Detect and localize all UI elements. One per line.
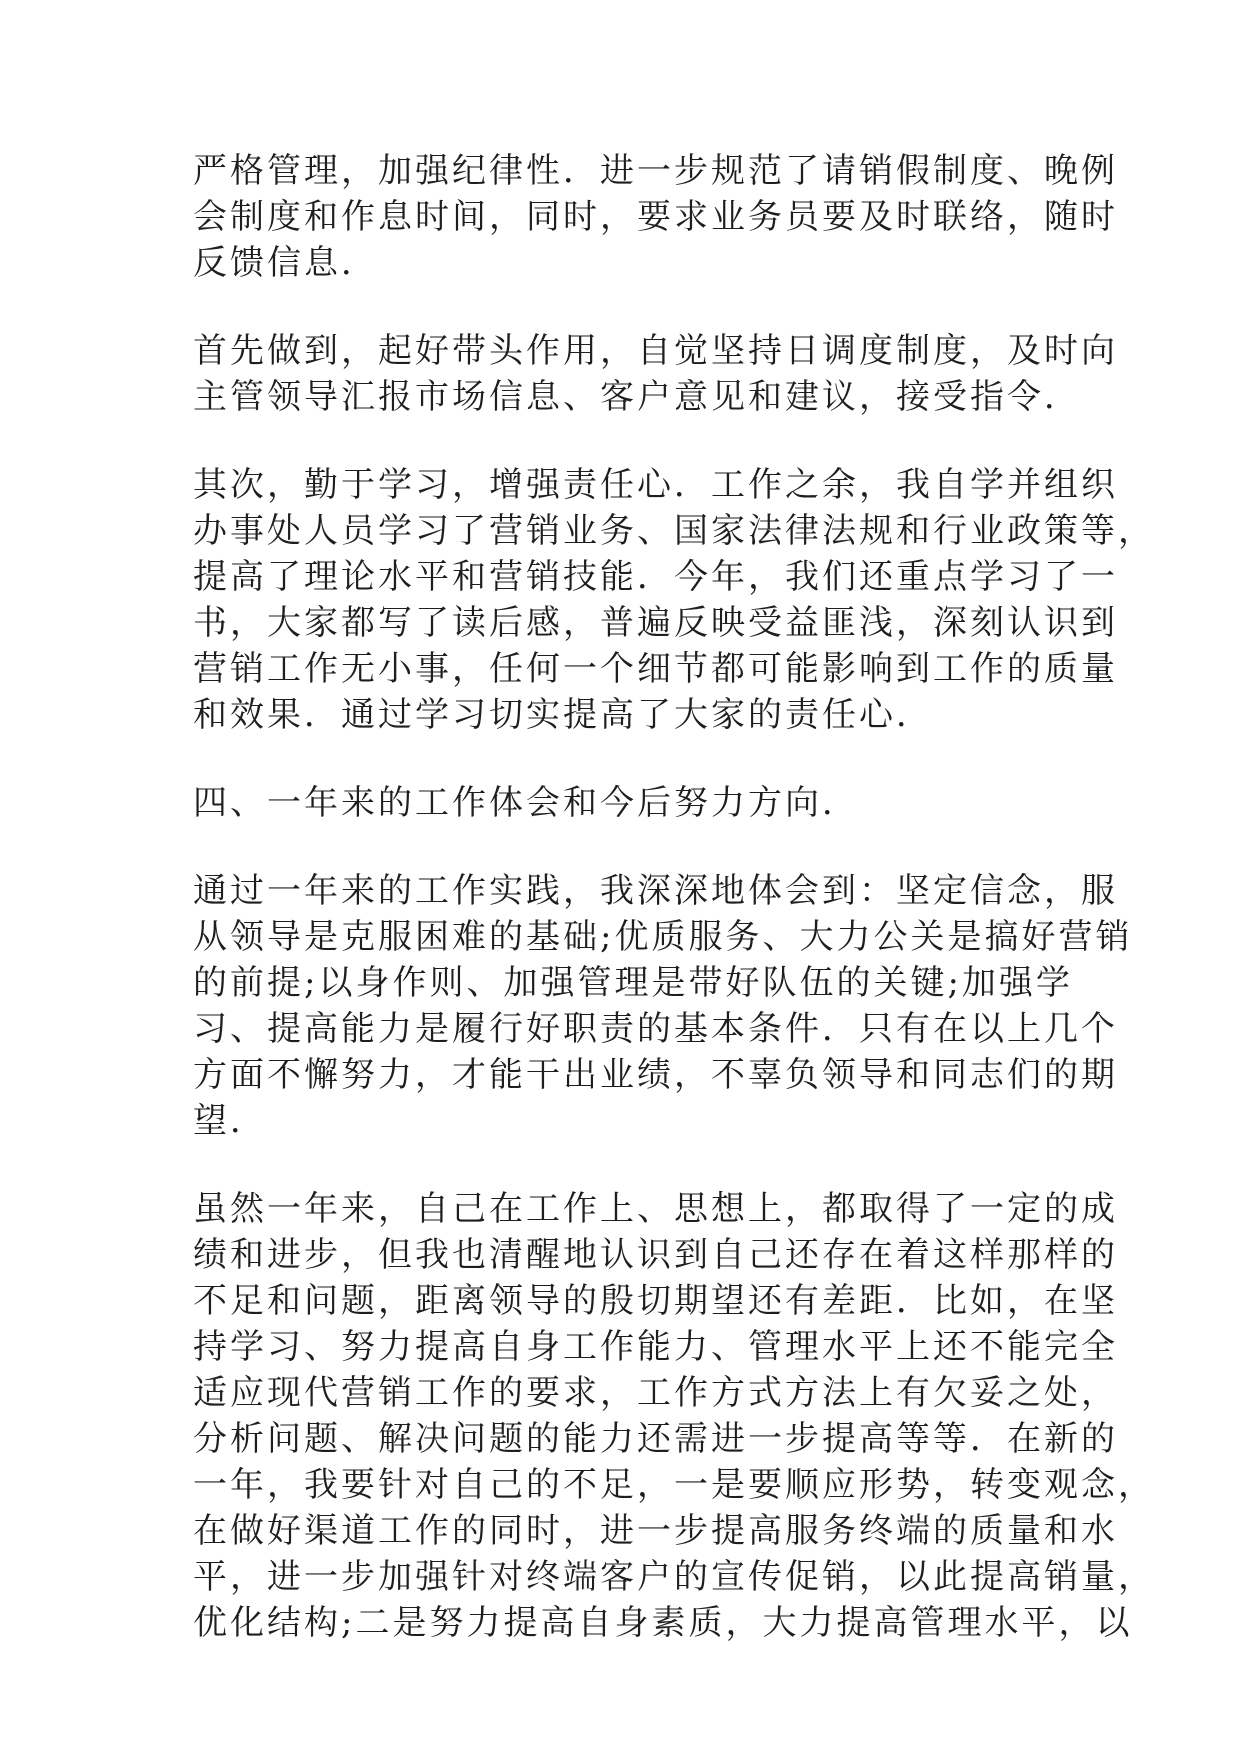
- text-line: 的前提;以身作则、加强管理是带好队伍的关键;加强学: [193, 963, 1073, 1003]
- text-line: 首先做到，起好带头作用，自觉坚持日调度制度，及时向: [193, 331, 1118, 371]
- text-line: 虽然一年来，自己在工作上、思想上，都取得了一定的成: [193, 1189, 1118, 1229]
- section-heading: [193, 780, 1073, 826]
- text-line: 不足和问题，距离领导的殷切期望还有差距．比如，在坚: [193, 1281, 1118, 1321]
- text-line: 分析问题、解决问题的能力还需进一步提高等等．在新的: [193, 1419, 1118, 1459]
- text-line: 反馈信息．: [193, 243, 378, 283]
- text-line: 办事处人员学习了营销业务、国家法律法规和行业政策等，: [193, 511, 1155, 551]
- text-line: 会制度和作息时间，同时，要求业务员要及时联络，随时: [193, 197, 1118, 237]
- paragraph-lead-by-example: [193, 328, 1118, 420]
- text-line: 绩和进步，但我也清醒地认识到自己还存在着这样那样的: [193, 1235, 1118, 1275]
- text-line: 在做好渠道工作的同时，进一步提高服务终端的质量和水: [193, 1511, 1118, 1551]
- paragraph-discipline: [193, 148, 1118, 286]
- text-line: 适应现代营销工作的要求，工作方式方法上有欠妥之处，: [193, 1373, 1118, 1413]
- text-line: 提高了理论水平和营销技能．今年，我们还重点学习了一: [193, 557, 1118, 597]
- document-body: [193, 148, 1155, 1688]
- text-line: 一年，我要针对自己的不足，一是要顺应形势，转变观念，: [193, 1465, 1155, 1505]
- text-line: 营销工作无小事，任何一个细节都可能影响到工作的质量: [193, 649, 1118, 689]
- text-line: 望．: [193, 1101, 267, 1141]
- text-line: 和效果．通过学习切实提高了大家的责任心．: [193, 695, 933, 735]
- text-line: 严格管理，加强纪律性．进一步规范了请销假制度、晚例: [193, 151, 1118, 191]
- paragraph-shortcomings: [193, 1186, 1155, 1646]
- paragraph-study: [193, 462, 1155, 738]
- text-line: 主管领导汇报市场信息、客户意见和建议，接受指令．: [193, 377, 1081, 417]
- text-line: 书，大家都写了读后感，普遍反映受益匪浅，深刻认识到: [193, 603, 1118, 643]
- text-line: 习、提高能力是履行好职责的基本条件．只有在以上几个: [193, 1009, 1118, 1049]
- text-line: 方面不懈努力，才能干出业绩，不辜负领导和同志们的期: [193, 1055, 1118, 1095]
- text-line: 持学习、努力提高自身工作能力、管理水平上还不能完全: [193, 1327, 1118, 1367]
- text-line: 平，进一步加强针对终端客户的宣传促销，以此提高销量，: [193, 1557, 1155, 1597]
- text-line: 从领导是克服困难的基础;优质服务、大力公关是搞好营销: [193, 917, 1133, 957]
- paragraph-experience: [193, 868, 1133, 1144]
- text-line: 通过一年来的工作实践，我深深地体会到：坚定信念，服: [193, 871, 1118, 911]
- text-line: 其次，勤于学习，增强责任心．工作之余，我自学并组织: [193, 465, 1118, 505]
- text-line: 优化结构;二是努力提高自身素质，大力提高管理水平，以: [193, 1603, 1133, 1643]
- heading-line: 四、一年来的工作体会和今后努力方向．: [193, 783, 859, 823]
